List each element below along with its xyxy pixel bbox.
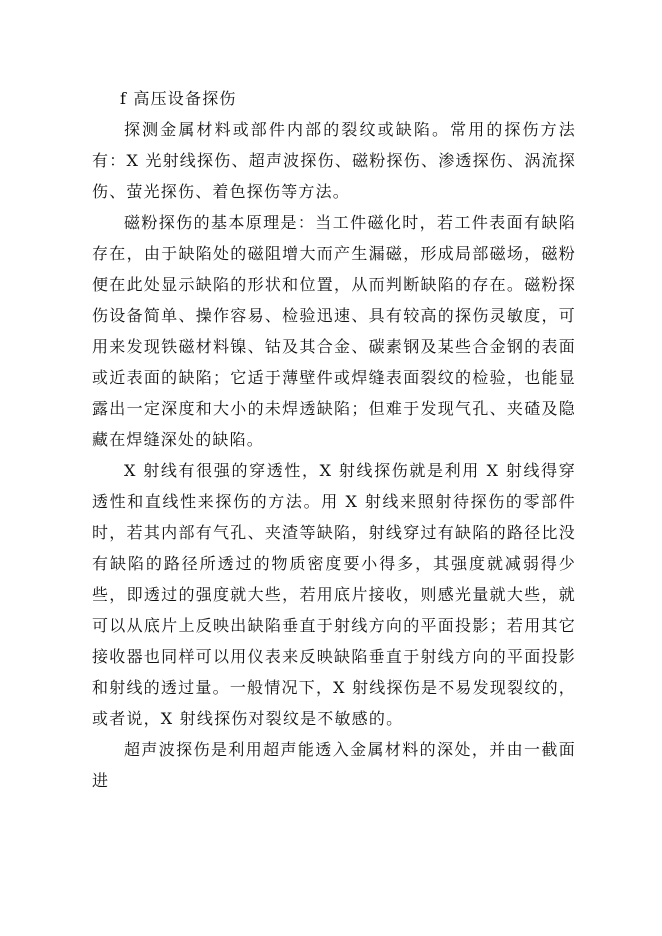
paragraph-intro: 探测金属材料或部件内部的裂纹或缺陷。常用的探伤方法有：X 光射线探伤、超声波探伤、磁粉探伤、渗透探伤、涡流探伤、萤光探伤、着色探伤等方法。 [92, 120, 576, 201]
document-body [92, 83, 576, 796]
section-heading: f 高压设备探伤 [120, 89, 237, 108]
paragraph-ultrasonic-testing: 超声波探伤是利用超声能透入金属材料的深处，并由一截面进 [92, 740, 576, 790]
paragraph-magnetic-testing: 磁粉探伤的基本原理是：当工件磁化时，若工件表面有缺陷存在，由于缺陷处的磁阻增大而产生漏磁，形成局部磁场，磁粉便在此处显示缺陷的形状和位置，从而判断缺陷的存在。磁粉探伤设备简单、操作容易、检验迅速、具有较高的探伤灵敏度，可用来发现铁磁材料镍、钴及其合金、碳素钢及某些合金钢的表面或近表面的缺陷；它适于薄壁件或焊缝表面裂纹的检验，也能显露出一定深度和大小的未焊透缺陷；但难于发现气孔、夹碴及隐藏在焊缝深处的缺陷。 [92, 213, 576, 449]
paragraph-xray-testing: X 射线有很强的穿透性，X 射线探伤就是利用 X 射线得穿透性和直线性来探伤的方法。用 X 射线来照射待探伤的零部件时，若其内部有气孔、夹渣等缺陷，射线穿过有缺陷的路径比没有缺陷的路径所透过的物质密度要小得多，其强度就减弱得少些，即透过的强度就大些，若用底片接收，则感光量就大些，就可以从底片上反映出缺陷垂直于射线方向的平面投影；若用其它接收器也同样可以用仪表来反映缺陷垂直于射线方向的平面投影和射线的透过量。一般情况下，X 射线探伤是不易发现裂纹的，或者说，X 射线探伤对裂纹是不敏感的。 [92, 461, 576, 728]
